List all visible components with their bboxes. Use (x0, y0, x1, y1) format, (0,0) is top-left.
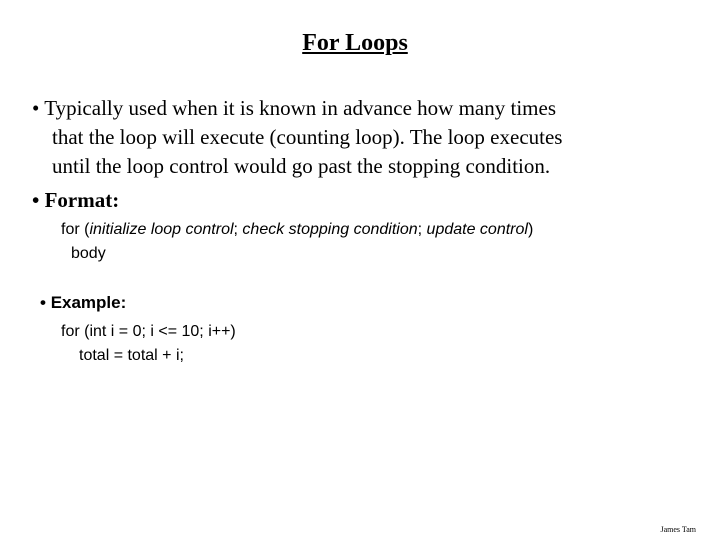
slide-title: For Loops (302, 30, 408, 56)
example-heading (40, 293, 126, 313)
bullet-marker: • (32, 96, 40, 120)
for-keyword: for ( (61, 221, 90, 238)
format-heading-text: Format: (44, 188, 120, 212)
format-syntax-line (61, 221, 533, 238)
separator: ; (233, 221, 243, 238)
description-text-1: Typically used when it is known in advance how many times (44, 96, 556, 120)
format-body-line: body (71, 245, 106, 262)
bullet-marker: • (40, 293, 46, 312)
example-heading-text: Example: (50, 293, 127, 312)
format-syntax (61, 218, 533, 266)
description-line-1 (32, 94, 692, 123)
format-heading (32, 188, 119, 213)
example-line-1: for (int i = 0; i <= 10; i++) (61, 323, 236, 340)
example-line-2: total = total + i; (79, 347, 184, 364)
footer-author: James Tam (660, 525, 696, 534)
check-placeholder: check stopping condition (242, 221, 418, 238)
description-line-3: until the loop control would go past the stopping condition. (52, 154, 551, 178)
separator: ; (417, 221, 427, 238)
description-line-2: that the loop will execute (counting loop). The loop executes (52, 125, 563, 149)
bullet-marker: • (32, 188, 40, 212)
close-paren: ) (527, 221, 534, 238)
update-placeholder: update control (426, 221, 528, 238)
description-bullet (32, 94, 692, 181)
example-code (61, 320, 236, 368)
init-placeholder: initialize loop control (89, 221, 234, 238)
